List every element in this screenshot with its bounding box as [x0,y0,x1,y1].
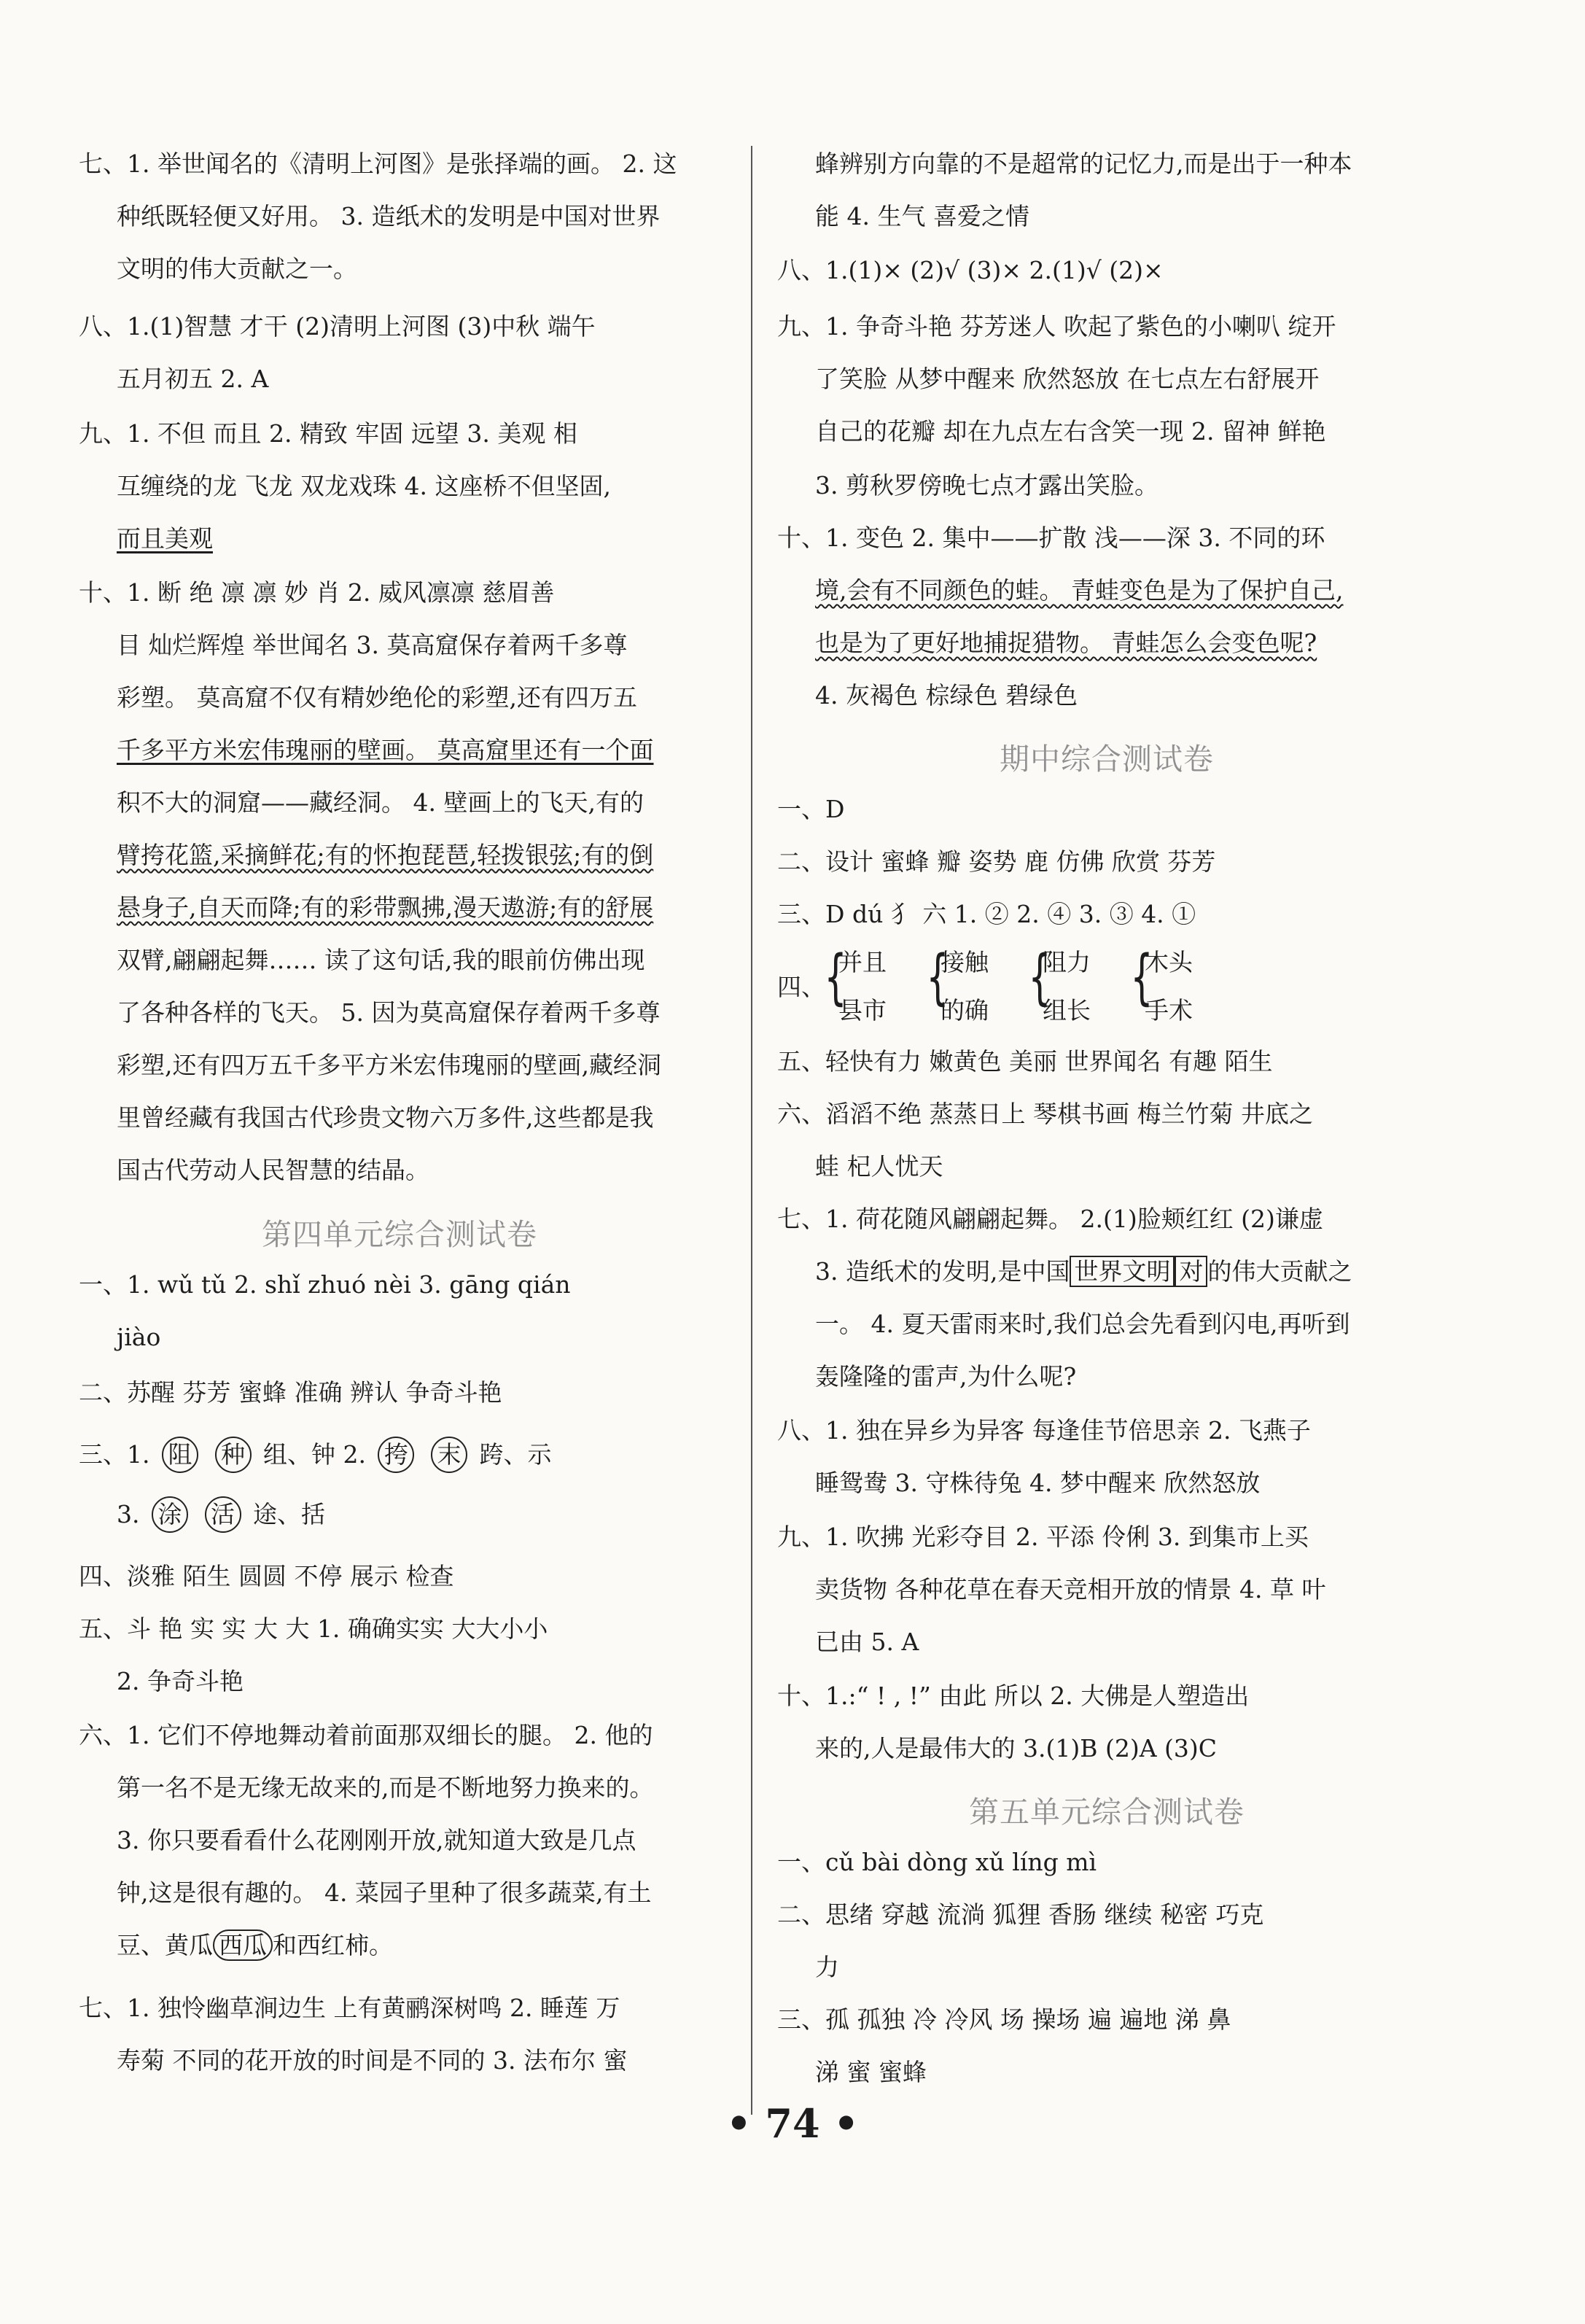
boxed-phrase: 对 [1175,1256,1207,1287]
question-label: 四、 [777,973,825,1001]
brace-word: 组长 [1043,996,1091,1025]
oval-marked-word: 西瓜 [213,1929,273,1961]
text-line: 力 [815,1953,839,1981]
brace-word: 手术 [1145,996,1193,1025]
brace-icon: { [824,943,847,1012]
brace-pairs-row [777,943,1433,1028]
text-line: 互缠绕的龙 飞龙 双龙戏珠 4. 这座桥不但坚固, [117,472,611,500]
circled-chars-row [117,1496,325,1533]
brace-icon: { [1028,943,1051,1012]
answer-text: 和西红柿。 [273,1931,393,1959]
circled-char: 种 [215,1437,252,1473]
answer-text: 3. 造纸术的发明,是中国 [815,1257,1070,1286]
answer-text: 的伟大贡献之 [1207,1257,1352,1286]
text-line: 能 4. 生气 喜爱之情 [815,202,1029,230]
text-line: 二、思绪 穿越 流淌 狐狸 香肠 继续 秘密 巧克 [777,1900,1264,1929]
text-line: 睡鸳鸯 3. 守株待兔 4. 梦中醒来 欣然怒放 [815,1469,1261,1497]
text-line: 六、1. 它们不停地舞动着前面那双细长的腿。 2. 他的 [79,1721,653,1749]
brace-word: 并且 [838,948,887,976]
brace-word: 阻力 [1043,948,1091,976]
text-line: 种纸既轻便又好用。 3. 造纸术的发明是中国对世界 [117,202,661,230]
column-divider [751,146,752,2115]
text-line-with-boxes [815,1257,1352,1286]
text-line: 彩塑。 莫高窟不仅有精妙绝伦的彩塑,还有四万五 [117,683,637,712]
text-line: 二、苏醒 芬芳 蜜蜂 准确 辨认 争奇斗艳 [79,1378,502,1407]
text-line: 3. 剪秋罗傍晚七点才露出笑脸。 [815,471,1158,500]
text-line: 七、1. 举世闻名的《清明上河图》是张择端的画。 2. 这 [79,149,677,178]
answer-text: 途、括 [253,1500,325,1528]
text-line: 千多平方米宏伟瑰丽的壁画。 莫高窟里还有一个面 [117,736,654,764]
text-line: 八、1.(1)× (2)√ (3)× 2.(1)√ (2)× [777,256,1164,284]
text-line: 二、设计 蜜蜂 瓣 姿势 鹿 仿佛 欣赏 芬芳 [777,847,1216,876]
text-line: 一、cǔ bài dòng xǔ líng mì [777,1848,1097,1876]
brace-icon: { [1130,943,1153,1012]
brace-icon: { [926,943,949,1012]
text-line: 九、1. 不但 而且 2. 精致 牢固 远望 3. 美观 相 [79,419,577,448]
text-line: 轰隆隆的雷声,为什么呢? [815,1362,1077,1391]
brace-word: 接触 [941,948,989,976]
text-line: 3. 你只要看看什么花刚刚开放,就知道大致是几点 [117,1826,636,1854]
text-line: 七、1. 荷花随风翩翩起舞。 2.(1)脸颊红红 (2)谦虚 [777,1205,1323,1233]
circled-char: 涂 [152,1496,188,1533]
text-line: 里曾经藏有我国古代珍贵文物六万多件,这些都是我 [117,1103,654,1132]
text-line: 也是为了更好地捕捉猎物。 青蛙怎么会变色呢? [815,629,1317,657]
text-line: 六、滔滔不绝 蒸蒸日上 琴棋书画 梅兰竹菊 井底之 [777,1100,1313,1128]
text-line: 蛙 杞人忧天 [815,1152,943,1181]
text-line: 四、淡雅 陌生 圆圆 不停 展示 检查 [79,1562,454,1590]
text-line: 七、1. 独怜幽草涧边生 上有黄鹂深树鸣 2. 睡莲 万 [79,1994,620,2022]
text-line: 十、1. 变色 2. 集中——扩散 浅——深 3. 不同的环 [777,524,1325,552]
brace-word: 的确 [941,996,989,1025]
text-line: 五、轻快有力 嫩黄色 美丽 世界闻名 有趣 陌生 [777,1047,1273,1076]
text-line: 积不大的洞窟——藏经洞。 4. 壁画上的飞天,有的 [117,788,644,817]
text-line: 五、斗 艳 实 实 大 大 1. 确确实实 大大小小 [79,1614,548,1643]
text-line: 卖货物 各种花草在春天竞相开放的情景 4. 草 叶 [815,1575,1326,1604]
circled-char: 挎 [378,1437,414,1473]
text-line: 九、1. 争奇斗艳 芬芳迷人 吹起了紫色的小喇叭 绽开 [777,312,1336,341]
unit5-section-title: 第五单元综合测试卷 [969,1795,1245,1830]
text-line: 4. 灰褐色 棕绿色 碧绿色 [815,681,1078,710]
text-line: 涕 蜜 蜜蜂 [815,2058,927,2086]
text-line: 第一名不是无缘无故来的,而是不断地努力换来的。 [117,1773,654,1802]
text-line: 蜂辨别方向靠的不是超常的记忆力,而是出于一种本 [815,149,1352,178]
text-line-with-oval [117,1931,393,1960]
text-line: 文明的伟大贡献之一。 [117,254,357,283]
circled-char: 末 [431,1437,467,1473]
answer-text: 跨、示 [479,1440,552,1469]
text-line: 2. 争奇斗艳 [117,1667,244,1695]
text-line: 一。 4. 夏天雷雨来时,我们总会先看到闪电,再听到 [815,1310,1350,1338]
text-line: 国古代劳动人民智慧的结晶。 [117,1156,429,1184]
text-line: 来的,人是最伟大的 3.(1)B (2)A (3)C [815,1734,1218,1763]
text-line: 一、1. wǔ tǔ 2. shǐ zhuó nèi 3. gāng qián [79,1270,571,1299]
text-line: 彩塑,还有四万五千多平方米宏伟瑰丽的壁画,藏经洞 [117,1051,661,1079]
text-line: 八、1. 独在异乡为异客 每逢佳节倍思亲 2. 飞燕子 [777,1416,1311,1445]
answer-text: 豆、黄瓜 [117,1931,213,1959]
text-line: 臂挎花篮,采摘鲜花;有的怀抱琵琶,轻拨银弦;有的倒 [117,841,654,869]
boxed-phrase: 世界文明 [1070,1256,1175,1287]
text-line: 十、1.:“ ! , !” 由此 所以 2. 大佛是人塑造出 [777,1682,1250,1710]
midterm-section-title: 期中综合测试卷 [1000,742,1214,777]
text-line: 悬身子,自天而降;有的彩带飘拂,漫天遨游;有的舒展 [117,893,654,922]
answer-text: 组、钟 2. [263,1440,366,1469]
text-line: 一、D [777,795,845,823]
text-line: 而且美观 [117,524,213,553]
circled-chars-row [79,1437,551,1473]
text-line: 目 灿烂辉煌 举世闻名 3. 莫高窟保存着两千多尊 [117,631,628,659]
circled-char: 阻 [162,1437,198,1473]
text-line: 已由 5. A [815,1628,919,1656]
text-line: 九、1. 吹拂 光彩夺目 2. 平添 伶俐 3. 到集市上买 [777,1523,1309,1551]
page-number: • 74 • [726,2100,859,2147]
question-label: 3. [117,1500,140,1528]
text-line: 境,会有不同颜色的蛙。 青蛙变色是为了保护自己, [815,576,1344,605]
text-line: 三、D dú 犭 六 1. ② 2. ④ 3. ③ 4. ① [777,900,1196,928]
text-line: 自己的花瓣 却在九点左右含笑一现 2. 留神 鲜艳 [815,417,1326,446]
text-line: 五月初五 2. A [117,365,269,393]
text-line: 十、1. 断 绝 凛 凛 妙 肖 2. 威风凛凛 慈眉善 [79,578,555,607]
question-label: 三、1. [79,1440,150,1469]
text-line: 钟,这是很有趣的。 4. 菜园子里种了很多蔬菜,有土 [117,1878,652,1907]
text-line: 双臂,翩翩起舞…… 读了这句话,我的眼前仿佛出现 [117,946,645,974]
text-line: 三、孤 孤独 冷 冷风 场 操场 遍 遍地 涕 鼻 [777,2005,1231,2034]
text-line: 了各种各样的飞天。 5. 因为莫高窟保存着两千多尊 [117,998,661,1027]
text-line: 了笑脸 从梦中醒来 欣然怒放 在七点左右舒展开 [815,365,1320,393]
brace-word: 木头 [1145,948,1193,976]
text-line: 寿菊 不同的花开放的时间是不同的 3. 法布尔 蜜 [117,2046,628,2075]
text-line: jiào [117,1323,161,1351]
unit4-section-title: 第四单元综合测试卷 [262,1217,537,1252]
text-line: 八、1.(1)智慧 才干 (2)清明上河图 (3)中秋 端午 [79,312,596,341]
brace-word: 县市 [838,996,887,1025]
circled-char: 活 [205,1496,241,1533]
